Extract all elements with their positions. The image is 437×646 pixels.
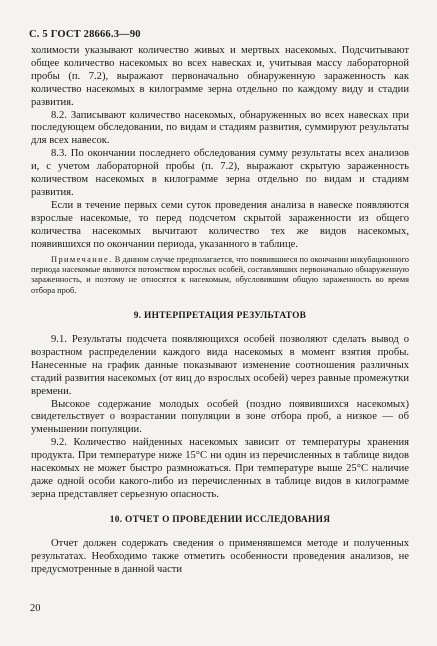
- paragraph-8-3: 8.3. По окончании последнего обследования сумму результаты всех анализов и, с учетом лабораторной пробы (п. 7.2), выражают скрытую зараженность количеством насекомых в килограмме зерна отдельно по видам и стадиям развития.: [31, 148, 409, 198]
- paragraph-9-1: 9.1. Результаты подсчета появляющихся особей позволяют сделать вывод о возрастном распределении каждого вида насекомых в момент взятия пробы. Нанесенные на график данные показывают изменение соотношения различных стадий развития насекомых (от яиц до взрослых особей) через равные промежутки времени.: [31, 334, 409, 397]
- paragraph-8-2: 8.2. Записывают количество насекомых, обнаруженных во всех навесках при последующем обследовании, по видам и стадиям развития, суммируют результаты для всех навесок.: [31, 109, 409, 147]
- page-number: 20: [30, 603, 41, 614]
- paragraph-9-2: 9.2. Количество найденных насекомых зависит от температуры хранения продукта. При температуре ниже 15°С ни один из перечисленных в таблице видов насекомых не может быстро размножаться. При температуре выше 25°С наличие даже одной особи какого-либо из перечисленных в таблице видов в килограмме зерна представляет серьезную опасность.: [31, 437, 409, 500]
- paragraph-10: Отчет должен содержать сведения о применявшемся методе и полученных результатах. Необходимо также отметить особенности проведения анализов, не предусмотренные в данной части: [31, 537, 409, 575]
- paragraph-9-1-b: Высокое содержание молодых особей (поздно появившихся насекомых) свидетельствует о возрастании популяции в зоне отбора проб, а низкое — об уменьшении популяции.: [31, 398, 409, 436]
- note-block: [31, 255, 409, 297]
- paragraph-adult-insects: Если в течение первых семи суток проведения анализа в навеске появляются взрослые насекомые, то перед подсчетом скрытой зараженности из общего количества насекомых вычитают количество тех же видов насекомых, появившихся по окончании периода, указанного в таблице.: [31, 199, 409, 250]
- page-body: [31, 45, 409, 576]
- page-header: С. 5 ГОСТ 28666.3—90: [29, 29, 141, 40]
- note-text: В данном случае предполагается, что появившиеся по окончании инкубационного периода насекомые являются потомством взрослых особей, составлявших первоначально обнаруженную зараженность, и поэтому не относятся к насекомым, обусловившим общую зараженность во время отбора проб.: [31, 254, 409, 295]
- note-label: Примечание.: [51, 254, 113, 264]
- section-10-title: 10. ОТЧЕТ О ПРОВЕДЕНИИ ИССЛЕДОВАНИЯ: [109, 514, 331, 525]
- section-9-title: 9. ИНТЕРПРЕТАЦИЯ РЕЗУЛЬТАТОВ: [133, 311, 307, 322]
- paragraph-continuation: холимости указывают количество живых и мертвых насекомых. Подсчитывают общее количество насекомых во всех навесках и, учитывая массу лабораторной пробы (п. 7.2), выражают первоначально обнаруженную зараженность как количество насекомых в килограмме зерна отдельно по каждому виду и стадии развития.: [31, 45, 409, 108]
